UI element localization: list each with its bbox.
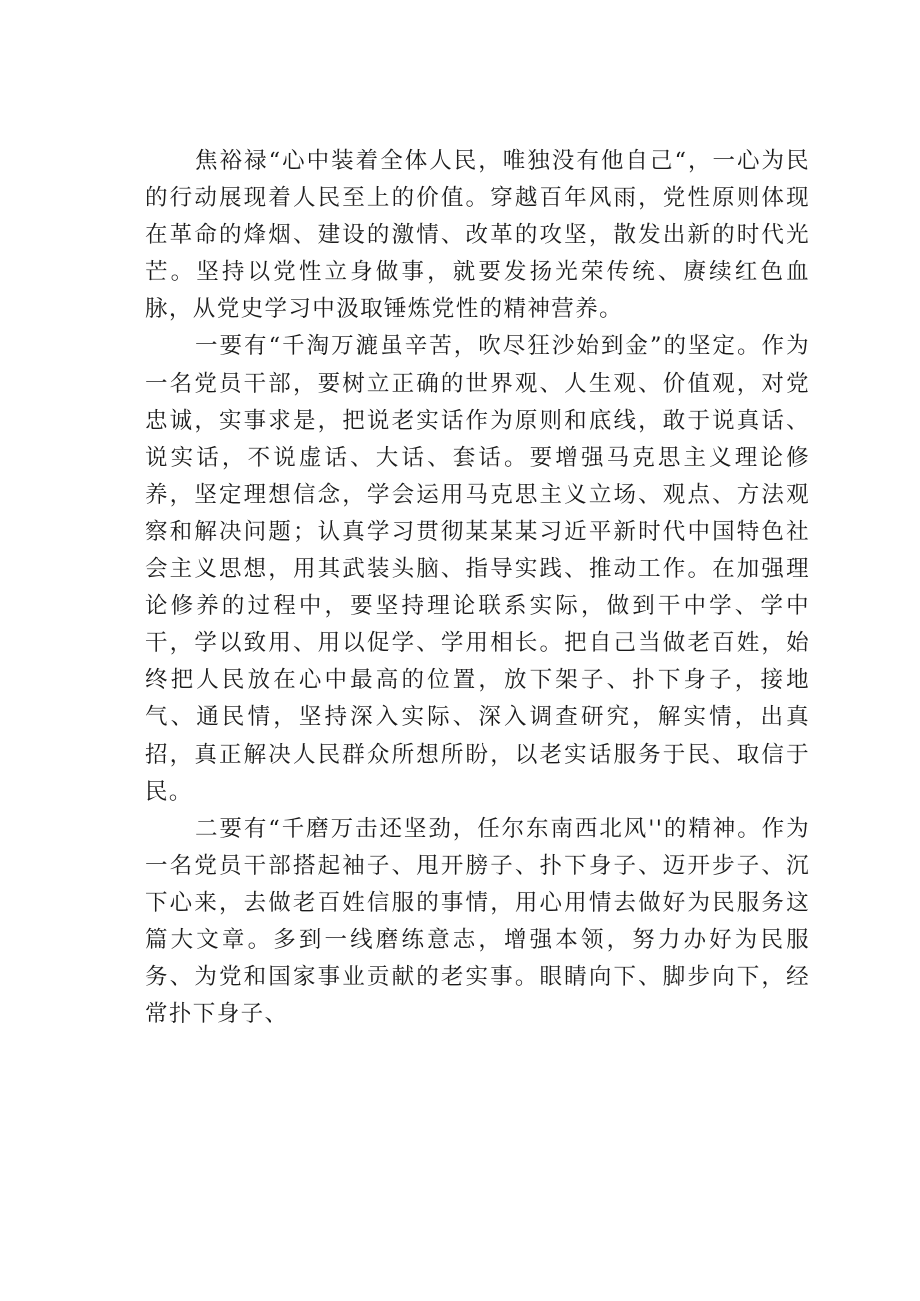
paragraph-2: 一要有“千淘万漉虽辛苦，吹尽狂沙始到金”的坚定。作为一名党员干部，要树立正确的世界观、人生观、价值观，对党忠诚，实事求是，把说老实话作为原则和底线，敢于说真话、说实话，不说虚话、大话、套话。要增强马克思主义理论修养，坚定理想信念，学会运用马克思主义立场、观点、方法观察和解决问题；认真学习贯彻某某某习近平新时代中国特色社会主义思想，用其武装头脑、指导实践、推动工作。在加强理论修养的过程中，要坚持理论联系实际，做到干中学、学中干，学以致用、用以促学、学用相长。把自己当做老百姓，始终把人民放在心中最高的位置，放下架子、扑下身子，接地气、通民情，坚持深入实际、深入调查研究，解实情，出真招，真正解决人民群众所想所盼，以老实话服务于民、取信于民。 <box>145 333 810 805</box>
paragraph-1: 焦裕禄“心中装着全体人民，唯独没有他自己“，一心为民的行动展现着人民至上的价值。穿越百年风雨，党性原则体现在革命的烽烟、建设的激情、改革的攻坚，散发出新的时代光芒。坚持以党性立身做事，就要发扬光荣传统、赓续红色血脉，从党史学习中汲取锤炼党性的精神营养。 <box>145 148 810 323</box>
document-page <box>145 143 810 1033</box>
paragraph-3: 二要有“千磨万击还坚劲，任尔东南西北风''的精神。作为一名党员干部搭起袖子、甩开膀子、扑下身子、迈开步子、沉下心来，去做老百姓信服的事情，用心用情去做好为民服务这篇大文章。多到一线磨练意志，增强本领，努力办好为民服务、为党和国家事业贡献的老实事。眼睛向下、脚步向下，经常扑下身子、 <box>145 815 810 1028</box>
